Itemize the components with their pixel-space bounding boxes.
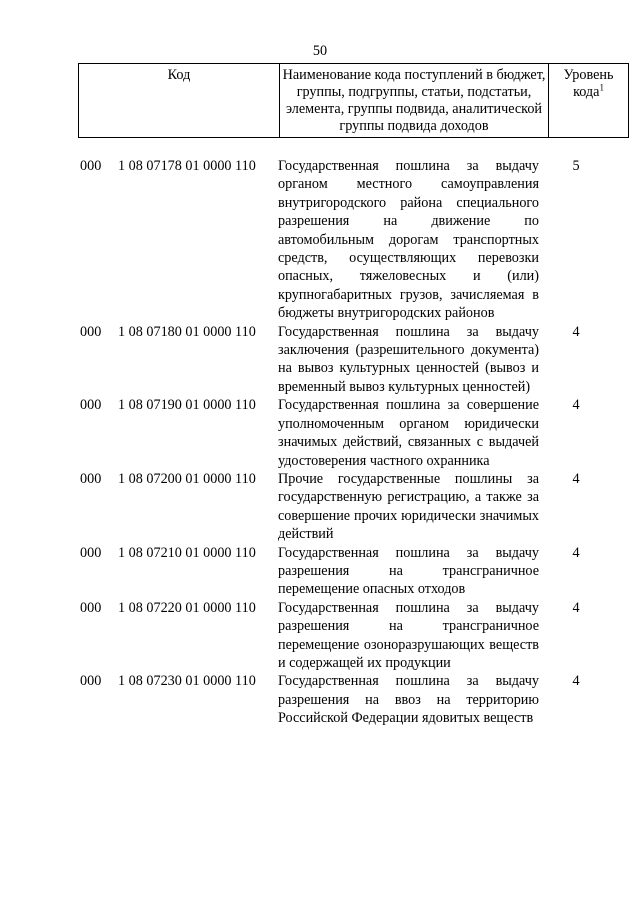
row-admin-code: 000: [80, 544, 102, 561]
table-row: [80, 599, 613, 673]
table-row: [80, 396, 613, 470]
row-code-level: 4: [572, 470, 580, 487]
row-revenue-name: Государственная пошлина за выдачу органом местного самоуправления внутригородского района специального разрешения на движение по автомобильным дорогам транспортных средств, осуществляющих перевозки опасных, тяжеловесных и (или) крупногабаритных грузов, зачисляемая в бюджеты внутригородских районов: [278, 158, 539, 322]
row-revenue-code: 1 08 07200 01 0000 110: [118, 470, 256, 487]
header-level: [549, 64, 629, 138]
header-level-label: Уровень кода: [563, 67, 614, 100]
row-revenue-name: Государственная пошлина за выдачу разрешения на трансграничное перемещение опасных отходов: [278, 544, 539, 598]
row-revenue-name: Государственная пошлина за выдачу заключения (разрешительного документа) на вывоз культурных ценностей (вывоз и временный вывоз культурных ценностей): [278, 323, 539, 395]
row-revenue-name: Государственная пошлина за выдачу разрешения на ввоз на территорию Российской Федерации ядовитых веществ: [278, 673, 539, 727]
table-row: [80, 157, 613, 323]
table-row: [80, 672, 613, 727]
row-code-level: 4: [572, 323, 580, 340]
row-code-level: 4: [572, 673, 580, 690]
row-revenue-name: Государственная пошлина за выдачу разрешения на трансграничное перемещение озоноразрушающих веществ и содержащей их продукции: [278, 599, 539, 671]
row-revenue-code: 1 08 07180 01 0000 110: [118, 323, 256, 340]
row-revenue-name: Прочие государственные пошлины за государственную регистрацию, а также за совершение прочих юридически значимых действий: [278, 470, 539, 543]
row-admin-code: 000: [80, 397, 102, 414]
row-admin-code: 000: [80, 158, 102, 174]
table-header: [78, 63, 629, 138]
table-row: [80, 470, 613, 544]
row-code-level: 4: [572, 599, 580, 616]
footnote-marker: 1: [599, 82, 604, 93]
row-admin-code: 000: [80, 323, 102, 340]
row-revenue-code: 1 08 07230 01 0000 110: [118, 673, 256, 690]
row-admin-code: 000: [80, 470, 102, 487]
row-revenue-code: 1 08 07178 01 0000 110: [118, 158, 256, 174]
row-revenue-code: 1 08 07220 01 0000 110: [118, 599, 256, 616]
row-code-level: 5: [572, 158, 580, 174]
row-revenue-code: 1 08 07210 01 0000 110: [118, 544, 256, 561]
row-code-level: 4: [572, 544, 580, 561]
row-admin-code: 000: [80, 599, 102, 616]
page-number: 50: [312, 43, 328, 59]
row-revenue-name: Государственная пошлина за совершение уполномоченным органом юридически значимых действий, связанных с выдачей удостоверения частного охранника: [278, 397, 539, 469]
header-code: Код: [79, 64, 280, 138]
table-row: [80, 323, 613, 397]
revenue-code-table: [80, 157, 613, 728]
row-admin-code: 000: [80, 673, 102, 690]
header-name: Наименование кода поступлений в бюджет, группы, подгруппы, статьи, подстатьи, элемента, группы подвида, аналитической группы подвида доходов: [280, 64, 549, 138]
row-revenue-code: 1 08 07190 01 0000 110: [118, 397, 256, 414]
row-code-level: 4: [572, 397, 580, 414]
table-row: [80, 544, 613, 599]
